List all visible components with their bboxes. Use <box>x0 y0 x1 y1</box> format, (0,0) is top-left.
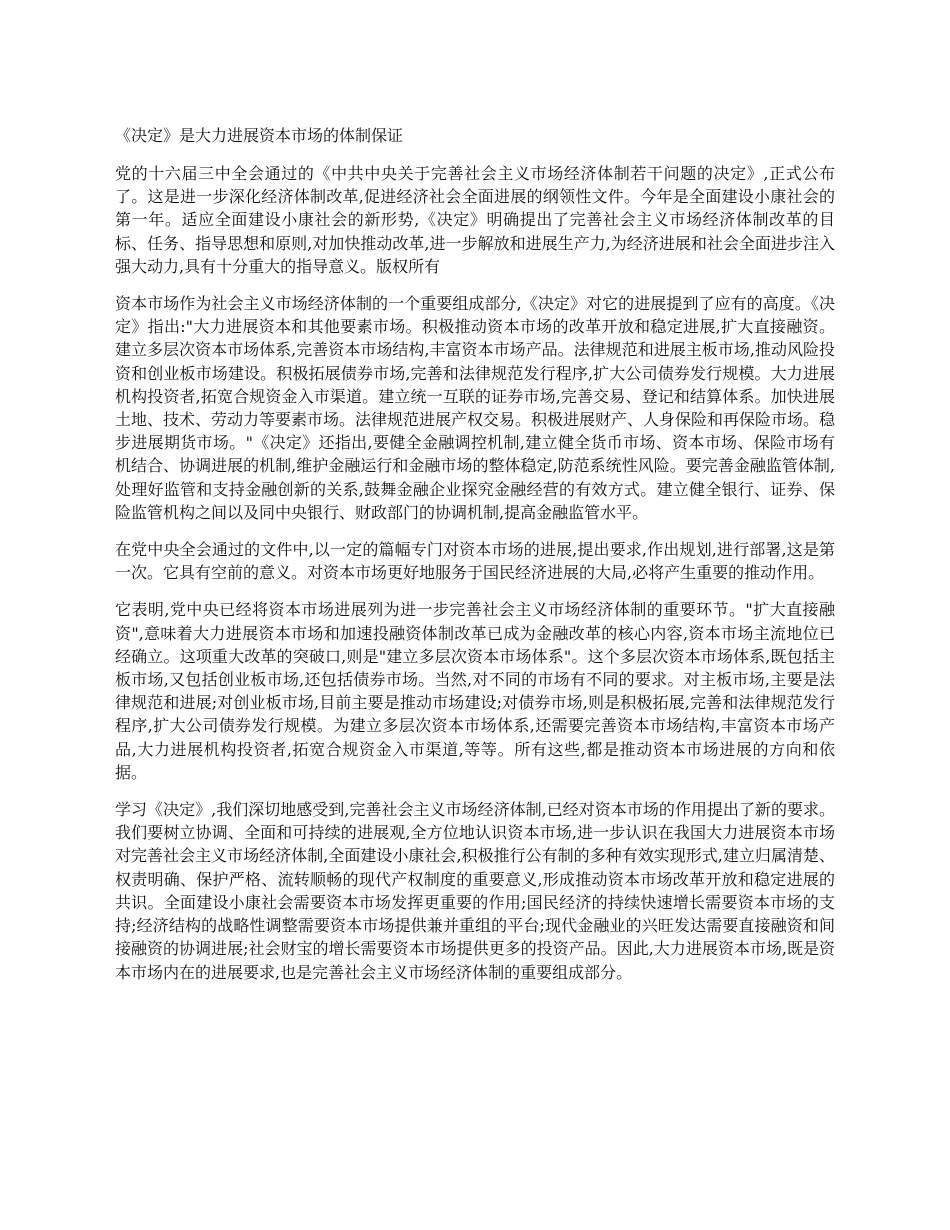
paragraph-4: 它表明,党中央已经将资本市场进展列为进一步完善社会主义市场经济体制的重要环节。"扩大直接融资",意味着大力进展资本市场和加速投融资体制改革已成为金融改革的核心内容,资本市场主流地位已经确立。这项重大改革的突破口,则是"建立多层次资本市场体系"。这个多层次资本市场体系,既包括主板市场,又包括创业板市场,还包括债券市场。当然,对不同的市场有不同的要求。对主板市场,主要是法律规范和进展;对创业板市场,目前主要是推动市场建设;对债券市场,则是积极拓展,完善和法律规范发行程序,扩大公司债券发行规模。为建立多层次资本市场体系,还需要完善资本市场结构,丰富资本市场产品,大力进展机构投资者,拓宽合规资金入市渠道,等等。所有这些,都是推动资本市场进展的方向和依据。 <box>115 600 835 782</box>
paragraph-2: 资本市场作为社会主义市场经济体制的一个重要组成部分,《决定》对它的进展提到了应有的高度。《决定》指出:"大力进展资本和其他要素市场。积极推动资本市场的改革开放和稳定进展,扩大直接融资。建立多层次资本市场体系,完善资本市场结构,丰富资本市场产品。法律规范和进展主板市场,推动风险投资和创业板市场建设。积极拓展债券市场,完善和法律规范发行程序,扩大公司债券发行规模。大力进展机构投资者,拓宽合规资金入市渠道。建立统一互联的证券市场,完善交易、登记和结算体系。加快进展土地、技术、劳动力等要素市场。法律规范进展产权交易。积极进展财产、人身保险和再保险市场。稳步进展期货市场。"《决定》还指出,要健全金融调控机制,建立健全货币市场、资本市场、保险市场有机结合、协调进展的机制,维护金融运行和金融市场的整体稳定,防范系统性风险。要完善金融监管体制,处理好监管和支持金融创新的关系,鼓舞金融企业探究金融经营的有效方式。建立健全银行、证券、保险监管机构之间以及同中央银行、财政部门的协调机制,提高金融监管水平。 <box>115 294 836 522</box>
paragraph-5: 学习《决定》,我们深切地感受到,完善社会主义市场经济体制,已经对资本市场的作用提出了新的要求。我们要树立协调、全面和可持续的进展观,全方位地认识资本市场,进一步认识在我国大力进展资本市场对完善社会主义市场经济体制,全面建设小康社会,积极推行公有制的多种有效实现形式,建立归属清楚、权责明确、保护严格、流转顺畅的现代产权制度的重要意义,形成推动资本市场改革开放和稳定进展的共识。全面建设小康社会需要资本市场发挥更重要的作用;国民经济的持续快速增长需要资本市场的支持;经济结构的战略性调整需要资本市场提供兼并重组的平台;现代金融业的兴旺发达需要直接融资和间接融资的协调进展;社会财宝的增长需要资本市场提供更多的投资产品。因此,大力进展资本市场,既是资本市场内在的进展要求,也是完善社会主义市场经济体制的重要组成部分。 <box>115 800 835 982</box>
document-title: 《决定》是大力进展资本市场的体制保证 <box>115 126 404 145</box>
document-page <box>115 124 835 998</box>
paragraph-1: 党的十六届三中全会通过的《中共中央关于完善社会主义市场经济体制若干问题的决定》,正式公布了。这是进一步深化经济体制改革,促进经济社会全面进展的纲领性文件。今年是全面建设小康社会的第一年。适应全面建设小康社会的新形势,《决定》明确提出了完善社会主义市场经济体制改革的目标、任务、指导思想和原则,对加快推动改革,进一步解放和进展生产力,为经济进展和社会全面进步注入强大动力,具有十分重大的指导意义。版权所有 <box>115 164 835 276</box>
paragraph-3: 在党中央全会通过的文件中,以一定的篇幅专门对资本市场的进展,提出要求,作出规划,进行部署,这是第一次。它具有空前的意义。对资本市场更好地服务于国民经济进展的大局,必将产生重要的推动作用。 <box>115 540 835 583</box>
